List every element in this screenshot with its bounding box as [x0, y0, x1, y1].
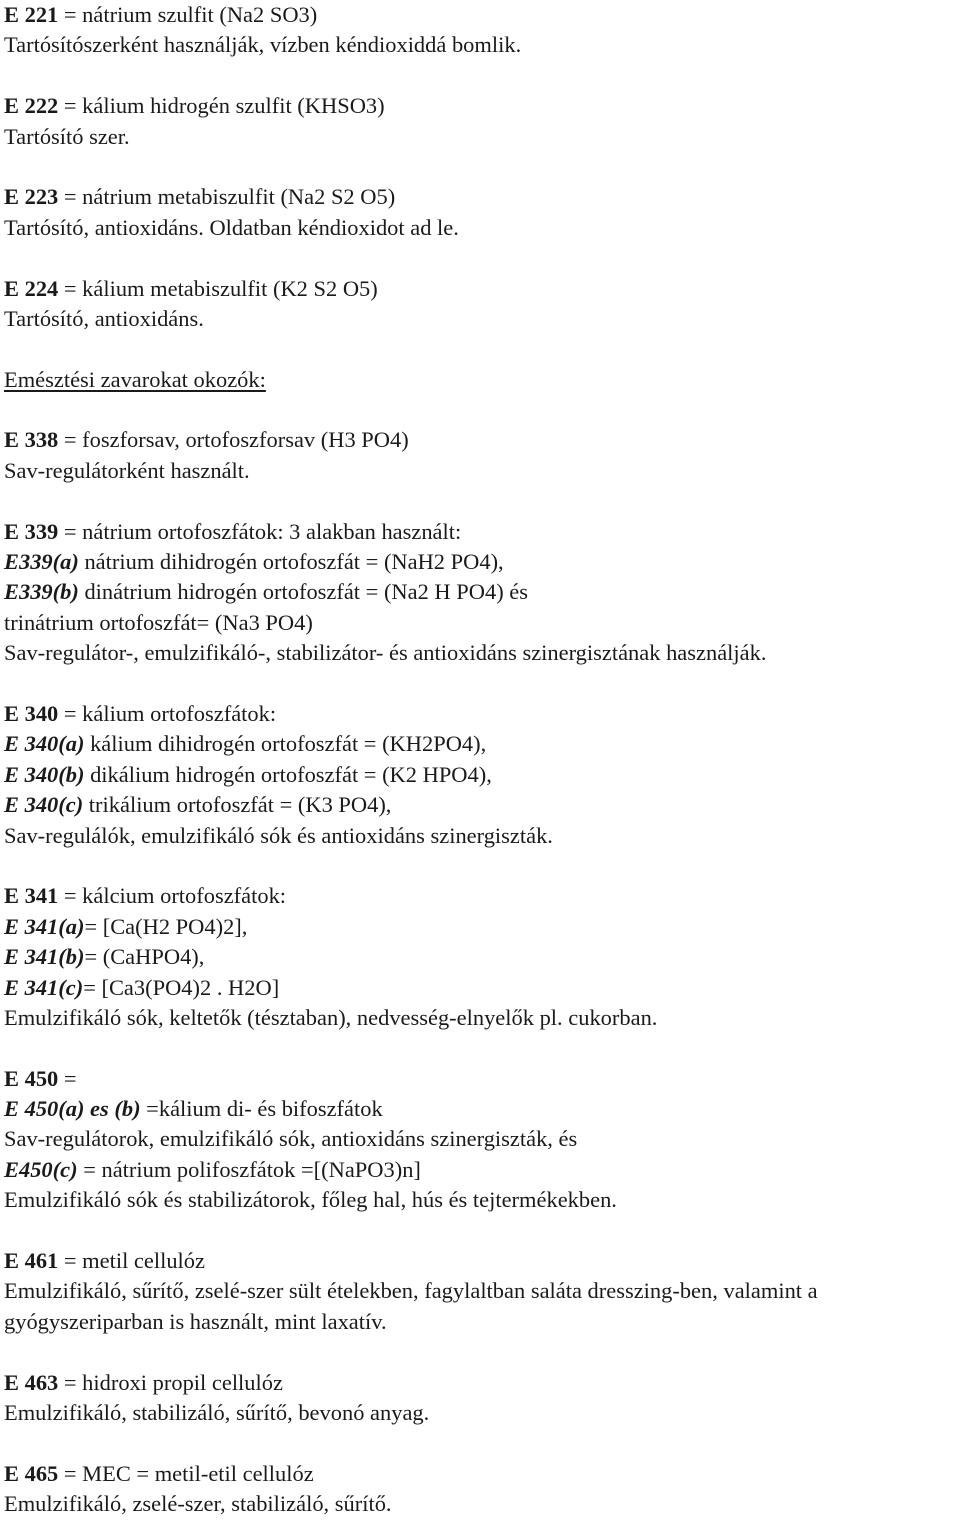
- sub-variant-code: E339(b): [4, 579, 79, 605]
- line-text: Sav-regulálók, emulzifikáló sók és antioxidáns szinergiszták.: [4, 822, 553, 848]
- text-line: [4, 973, 954, 1003]
- additive-code: E 450: [4, 1065, 59, 1091]
- line-text: Sav-regulátor-, emulzifikáló-, stabilizátor- és antioxidáns szinergisztának használják.: [4, 640, 767, 666]
- sub-variant-code: E 341(a): [4, 913, 85, 939]
- additive-entry: [4, 1459, 956, 1520]
- text-line: [4, 1489, 954, 1519]
- additive-entry: [4, 881, 956, 1033]
- paragraph-spacer: [4, 152, 956, 182]
- line-text: trinátrium ortofoszfát= (Na3 PO4): [4, 609, 313, 635]
- text-line: [4, 1276, 954, 1306]
- text-line: [4, 274, 954, 304]
- additive-entry: [4, 425, 956, 486]
- line-text: Emulzifikáló sók, keltetők (tésztaban), nedvesség-elnyelők pl. cukorban.: [4, 1004, 658, 1030]
- document-body: [4, 0, 956, 1520]
- line-text: = nátrium metabiszulfit (Na2 S2 O5): [58, 184, 396, 210]
- line-text: Tartósító, antioxidáns. Oldatban kéndioxidot ad le.: [4, 214, 459, 240]
- line-text: dikálium hidrogén ortofoszfát = (K2 HPO4),: [84, 761, 492, 787]
- text-line: [4, 638, 954, 668]
- line-text: = hidroxi propil cellulóz: [58, 1369, 283, 1395]
- line-text: = kálcium ortofoszfátok:: [58, 883, 287, 909]
- text-line: [4, 1155, 954, 1185]
- line-text: Tartósító szer.: [4, 123, 130, 149]
- additive-entry: [4, 517, 956, 669]
- line-text: Emulzifikáló, zselé-szer, stabilizáló, sűrítő.: [4, 1491, 392, 1517]
- text-line: [4, 729, 954, 759]
- line-text: Emulzifikáló sók és stabilizátorok, főleg hal, hús és tejtermékekben.: [4, 1187, 617, 1213]
- additive-entry: [4, 91, 956, 152]
- additive-entry: [4, 699, 956, 851]
- additive-code: E 463: [4, 1369, 59, 1395]
- line-text: = MEC = metil-etil cellulóz: [58, 1460, 314, 1486]
- text-line: [4, 517, 954, 547]
- additive-entry: [4, 0, 956, 61]
- text-line: [4, 456, 954, 486]
- additive-code: E 221: [4, 2, 59, 27]
- line-text: nátrium dihidrogén ortofoszfát = (NaH2 PO4),: [78, 549, 504, 575]
- text-line: [4, 1094, 954, 1124]
- line-text: = kálium hidrogén szulfit (KHSO3): [58, 93, 385, 119]
- text-line: [4, 1185, 954, 1215]
- additive-code: E 223: [4, 184, 59, 210]
- additive-code: E 224: [4, 275, 59, 301]
- paragraph-spacer: [4, 486, 956, 516]
- paragraph-spacer: [4, 61, 956, 91]
- sub-variant-code: E 340(c): [4, 792, 84, 818]
- line-text: Tartósítószerként használják, vízben kéndioxiddá bomlik.: [4, 32, 522, 58]
- text-line: [4, 790, 954, 820]
- text-line: [4, 760, 954, 790]
- text-line: [4, 30, 954, 60]
- sub-variant-code: E 340(b): [4, 761, 85, 787]
- paragraph-spacer: [4, 851, 956, 881]
- text-line: [4, 942, 954, 972]
- text-line: [4, 365, 954, 395]
- text-line: [4, 425, 954, 455]
- text-line: [4, 1459, 954, 1489]
- line-text: = [Ca(H2 PO4)2],: [84, 913, 248, 939]
- line-text: = nátrium szulfit (Na2 SO3): [58, 2, 318, 27]
- text-line: [4, 1398, 954, 1428]
- text-line: [4, 1307, 954, 1337]
- line-text: = [Ca3(PO4)2 . H2O]: [83, 974, 280, 1000]
- line-text: = metil cellulóz: [58, 1248, 205, 1274]
- line-text: kálium dihidrogén ortofoszfát = (KH2PO4),: [84, 731, 487, 757]
- additive-entry: [4, 274, 956, 335]
- line-text: Sav-regulátorként használt.: [4, 457, 250, 483]
- sub-variant-code: E339(a): [4, 549, 79, 575]
- text-line: [4, 577, 954, 607]
- sub-variant-code: E 341(c): [4, 974, 84, 1000]
- paragraph-spacer: [4, 1428, 956, 1458]
- additive-code: E 341: [4, 883, 59, 909]
- line-text: gyógyszeriparban is használt, mint laxatív.: [4, 1308, 387, 1334]
- line-text: = kálium ortofoszfátok:: [58, 700, 277, 726]
- line-text: Emulzifikáló, sűrítő, zselé-szer sült ételekben, fagylaltban saláta dresszing-ben, valamint a: [4, 1278, 818, 1304]
- line-text: = kálium metabiszulfit (K2 S2 O5): [58, 275, 378, 301]
- section-heading: Emésztési zavarokat okozók:: [4, 366, 266, 392]
- line-text: =kálium di- és bifoszfátok: [140, 1096, 383, 1122]
- additive-entry: [4, 1246, 956, 1337]
- line-text: = nátrium ortofoszfátok: 3 alakban használt:: [58, 518, 462, 544]
- text-line: [4, 304, 954, 334]
- additive-entry: [4, 365, 956, 395]
- text-line: [4, 122, 954, 152]
- text-line: [4, 182, 954, 212]
- paragraph-spacer: [4, 334, 956, 364]
- line-text: = nátrium polifoszfátok =[(NaPO3)n]: [77, 1156, 421, 1182]
- line-text: = foszforsav, ortofoszforsav (H3 PO4): [58, 427, 409, 453]
- text-line: [4, 1246, 954, 1276]
- additive-code: E 339: [4, 518, 59, 544]
- sub-variant-code: E450(c): [4, 1156, 78, 1182]
- paragraph-spacer: [4, 1216, 956, 1246]
- text-line: [4, 213, 954, 243]
- text-line: [4, 1124, 954, 1154]
- additive-code: E 338: [4, 427, 59, 453]
- line-text: Tartósító, antioxidáns.: [4, 305, 204, 331]
- paragraph-spacer: [4, 243, 956, 273]
- text-line: [4, 1003, 954, 1033]
- additive-entry: [4, 182, 956, 243]
- sub-variant-code: E 341(b): [4, 944, 85, 970]
- paragraph-spacer: [4, 395, 956, 425]
- text-line: [4, 821, 954, 851]
- line-text: Emulzifikáló, stabilizáló, sűrítő, bevonó anyag.: [4, 1399, 430, 1425]
- paragraph-spacer: [4, 669, 956, 699]
- additive-code: E 461: [4, 1248, 59, 1274]
- additive-code: E 340: [4, 700, 59, 726]
- additive-entry: [4, 1064, 956, 1216]
- sub-variant-code: E 450(a) es (b): [4, 1096, 141, 1122]
- line-text: dinátrium hidrogén ortofoszfát = (Na2 H PO4) és: [78, 579, 528, 605]
- paragraph-spacer: [4, 1337, 956, 1367]
- text-line: [4, 881, 954, 911]
- line-text: = (CaHPO4),: [84, 944, 205, 970]
- line-text: =: [58, 1065, 77, 1091]
- text-line: [4, 91, 954, 121]
- line-text: trikálium ortofoszfát = (K3 PO4),: [83, 792, 392, 818]
- text-line: [4, 1064, 954, 1094]
- text-line: [4, 699, 954, 729]
- text-line: [4, 608, 954, 638]
- additive-code: E 222: [4, 93, 59, 119]
- text-line: [4, 547, 954, 577]
- paragraph-spacer: [4, 1033, 956, 1063]
- text-line: [4, 0, 954, 30]
- additive-code: E 465: [4, 1460, 59, 1486]
- additive-entry: [4, 1368, 956, 1429]
- text-line: [4, 1368, 954, 1398]
- text-line: [4, 912, 954, 942]
- sub-variant-code: E 340(a): [4, 731, 85, 757]
- line-text: Sav-regulátorok, emulzifikáló sók, antioxidáns szinergiszták, és: [4, 1126, 578, 1152]
